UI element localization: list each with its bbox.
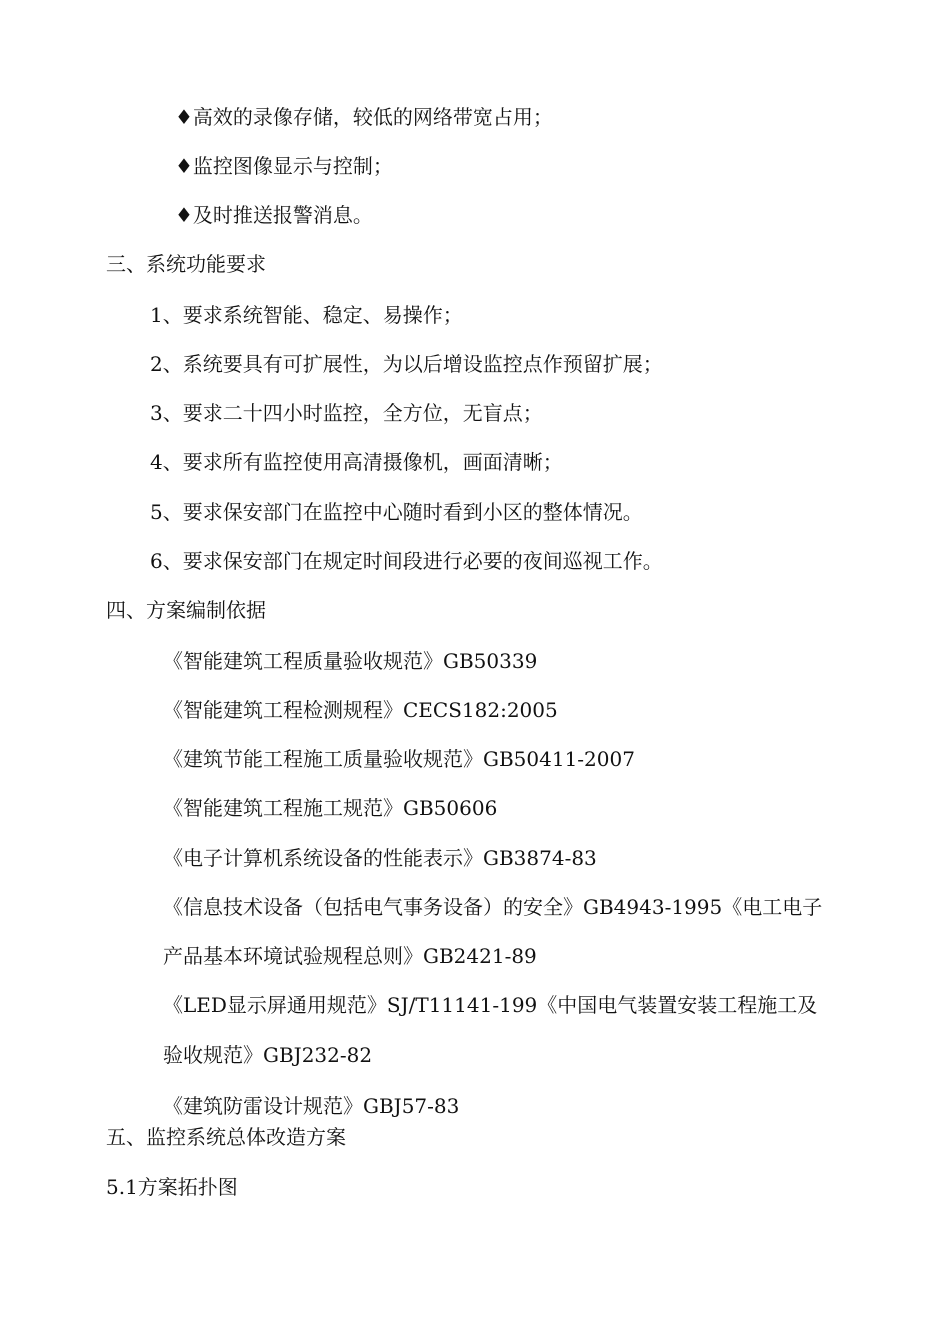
section-heading: 四、方案编制依据 (106, 598, 266, 622)
reference-item: 《智能建筑工程检测规程》CECS182:2005 (163, 698, 558, 722)
reference-item: 《信息技术设备（包括电气事务设备）的安全》GB4943-1995《电工电子 (163, 895, 823, 919)
bullet-item: ♦高效的录像存储，较低的网络带宽占用； (175, 105, 553, 129)
section-heading: 五、监控系统总体改造方案 (106, 1125, 346, 1149)
requirement-item: 5、要求保安部门在监控中心随时看到小区的整体情况。 (150, 500, 643, 524)
subsection-heading: 5.1方案拓扑图 (106, 1175, 238, 1199)
bullet-item: ♦监控图像显示与控制； (175, 154, 393, 178)
reference-item: 《智能建筑工程质量验收规范》GB50339 (163, 649, 538, 673)
requirement-item: 4、要求所有监控使用高清摄像机，画面清晰； (150, 450, 563, 474)
reference-item: 《LED显示屏通用规范》SJ/T11141-199《中国电气装置安装工程施工及 (163, 993, 818, 1017)
bullet-item: ♦及时推送报警消息。 (175, 203, 373, 227)
requirement-item: 3、要求二十四小时监控，全方位，无盲点； (150, 401, 543, 425)
requirement-item: 6、要求保安部门在规定时间段进行必要的夜间巡视工作。 (150, 549, 663, 573)
reference-item: 《电子计算机系统设备的性能表示》GB3874-83 (163, 846, 597, 870)
reference-item: 《建筑防雷设计规范》GBJ57-83 (163, 1094, 460, 1118)
reference-item: 《智能建筑工程施工规范》GB50606 (163, 796, 498, 820)
reference-item-continued: 产品基本环境试验规程总则》GB2421-89 (163, 944, 537, 968)
requirement-item: 1、要求系统智能、稳定、易操作； (150, 303, 463, 327)
requirement-item: 2、系统要具有可扩展性，为以后增设监控点作预留扩展； (150, 352, 663, 376)
reference-item-continued: 验收规范》GBJ232-82 (163, 1043, 373, 1067)
section-heading: 三、系统功能要求 (106, 252, 266, 276)
reference-item: 《建筑节能工程施工质量验收规范》GB50411-2007 (163, 747, 635, 771)
